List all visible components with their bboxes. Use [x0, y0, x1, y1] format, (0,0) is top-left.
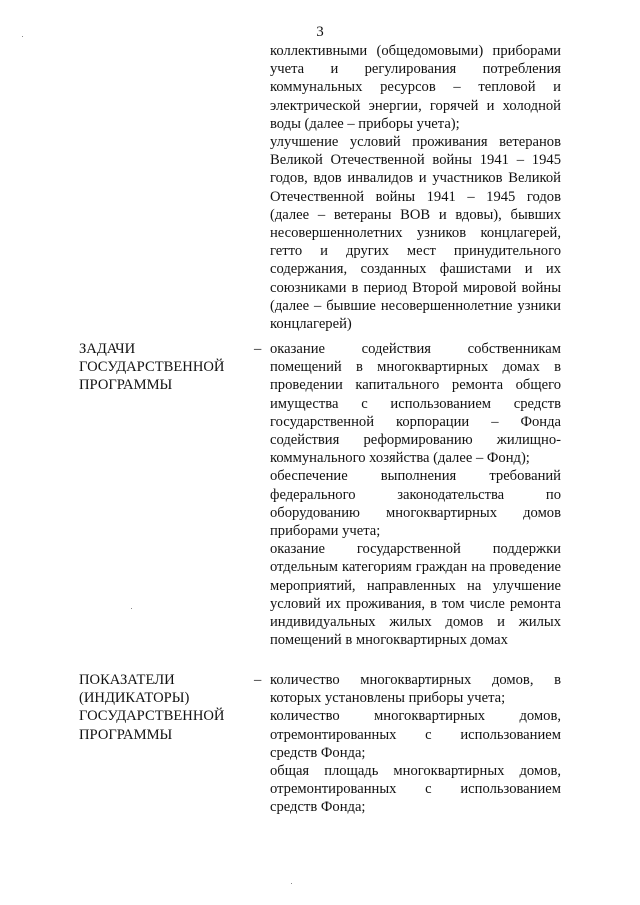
tasks-body — [270, 340, 561, 649]
indicators-dash: – — [254, 672, 262, 688]
page-number: 3 — [316, 24, 324, 40]
tasks-paragraph: оказание государственной поддержки отдельным категориям граждан на проведение мероприятий, направленных на улучшение условий их проживания, в том числе ремонта индивидуальных жилых домов и жилых помещений в многоквартирных домах — [270, 541, 561, 649]
indicators-heading-line: ПРОГРАММЫ — [79, 726, 173, 743]
intro-paragraph: коллективными (общедомовыми) приборами учета и регулирования потребления коммунальных ресурсов – тепловой и электрической энергии, горячей и холодной воды (далее – приборы учета); — [270, 43, 561, 132]
indicators-heading-line: (ИНДИКАТОРЫ) — [79, 690, 190, 707]
scan-speck — [291, 883, 292, 884]
tasks-heading-line: ПРОГРАММЫ — [79, 377, 173, 394]
scan-speck — [22, 36, 23, 37]
tasks-heading-line: ГОСУДАРСТВЕННОЙ — [79, 359, 225, 376]
indicators-heading-line: ПОКАЗАТЕЛИ — [79, 672, 175, 688]
indicators-heading — [79, 671, 249, 744]
tasks-heading-line: ЗАДАЧИ — [79, 341, 136, 357]
indicators-body — [270, 671, 561, 817]
tasks-paragraph: оказание содействия собственникам помещений в многоквартирных домах в проведении капитального ремонта общего имущества с использованием средств государственной корпорации – Фонда содействия реформированию жилищно-коммунального хозяйства (далее – Фонд); — [270, 341, 561, 467]
indicators-paragraph: количество многоквартирных домов, отремонтированных с использованием средств Фонда; — [270, 708, 561, 761]
intro-section — [270, 42, 561, 333]
tasks-heading — [79, 340, 249, 395]
scan-speck — [131, 608, 132, 609]
indicators-paragraph: общая площадь многоквартирных домов, отремонтированных с использованием средств Фонда; — [270, 763, 561, 816]
indicators-heading-line: ГОСУДАРСТВЕННОЙ — [79, 708, 225, 725]
intro-paragraph: улучшение условий проживания ветеранов Великой Отечественной войны 1941 – 1945 годов, вдов инвалидов и участников Великой Отечественной войны 1941 – 1945 годов (далее – ветераны ВОВ и вдовы), бывших несовершеннолетних узников концлагерей, гетто и других мест принудительного содержания, созданных фашистами и их союзниками в период Второй мировой войны (далее – бывшие несовершеннолетние узники концлагерей) — [270, 134, 561, 333]
indicators-paragraph: количество многоквартирных домов, в которых установлены приборы учета; — [270, 672, 561, 707]
tasks-paragraph: обеспечение выполнения требований федерального законодательства по оборудованию многоквартирных домов приборами учета; — [270, 468, 561, 540]
tasks-dash: – — [254, 341, 262, 357]
